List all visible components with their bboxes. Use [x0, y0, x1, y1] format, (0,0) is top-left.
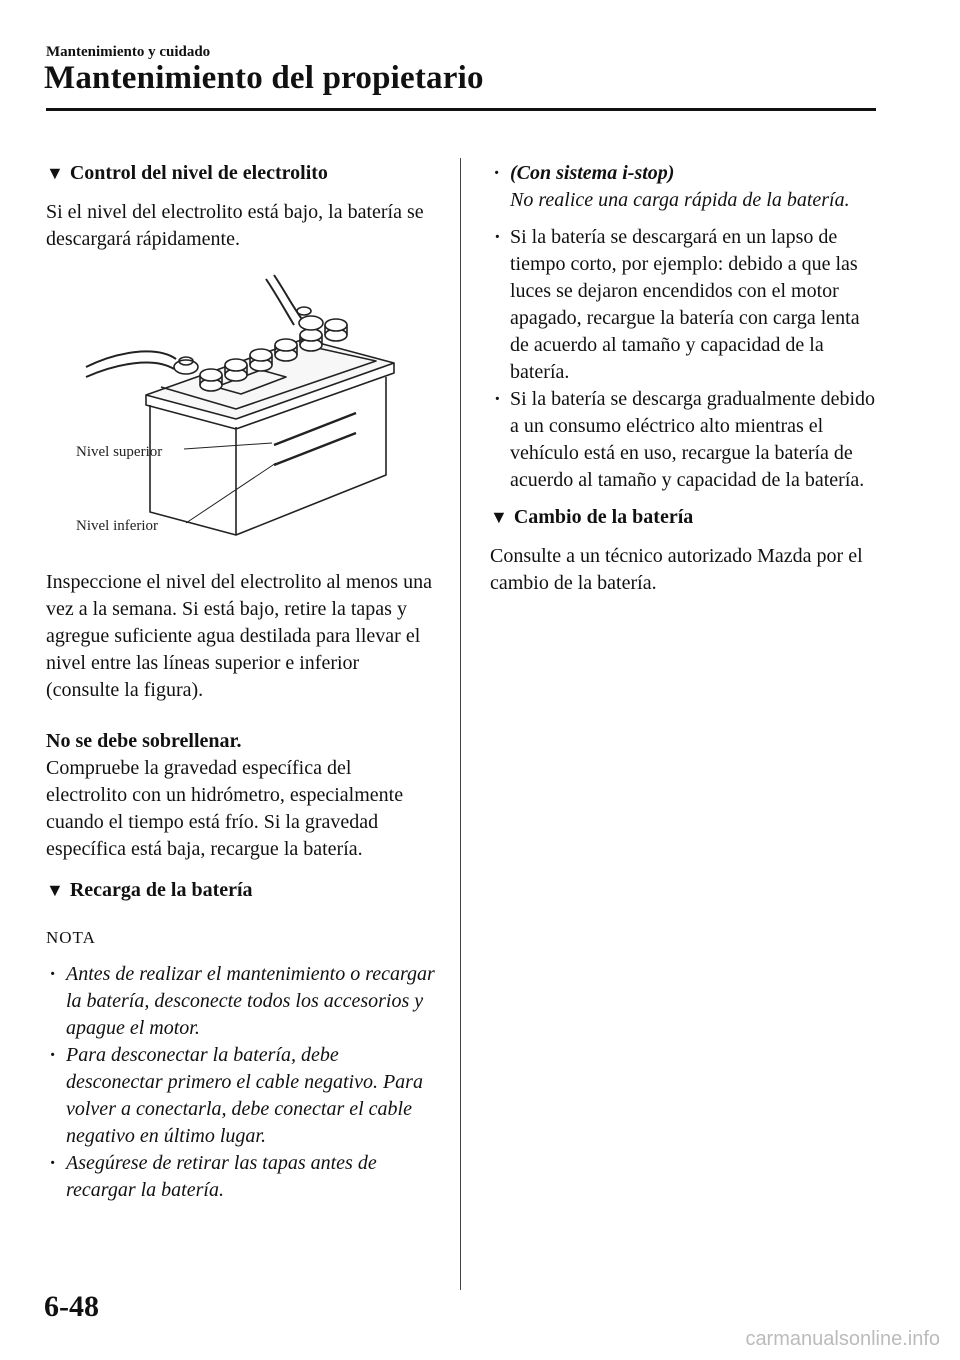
paragraph: Consulte a un técnico autorizado Mazda por el cambio de la batería.: [490, 545, 863, 594]
list-item-text: Para desconectar la batería, debe desconectar primero el cable negativo. Para volver a conectarla, debe conectar el cable negativo en último lugar.: [66, 1044, 423, 1147]
paragraph: Inspeccione el nivel del electrolito al menos una vez a la semana. Si está bajo, retire la tapas y agregue suficiente agua destilada para llevar el nivel entre las líneas superior e inferior (consulte la figura).: [46, 571, 432, 701]
list-item-text: Antes de realizar el mantenimiento o recargar la batería, desconecte todos los accesorios y apague el motor.: [66, 963, 435, 1039]
left-column: [46, 160, 436, 1204]
list-item: [46, 1042, 436, 1150]
column-divider: [460, 158, 461, 1290]
bullet-dot-icon: ·: [494, 388, 501, 410]
section-label: Mantenimiento y cuidado: [46, 44, 211, 60]
warning-bold: No se debe sobrellenar.: [46, 730, 242, 752]
paragraph: Compruebe la gravedad específica del electrolito con un hidrómetro, especialmente cuando el tiempo está frío. Si la gravedad específica está baja, recargue la batería.: [46, 757, 404, 860]
right-column: [490, 160, 880, 611]
bullet-dot-icon: ·: [494, 226, 501, 248]
list-item: [490, 386, 880, 494]
bullet-dot-icon: ·: [50, 1152, 55, 1174]
label-lower-level: Nivel inferior: [76, 518, 159, 534]
heading-text: Control del nivel de electrolito: [69, 162, 328, 184]
istop-title: (Con sistema i-stop): [510, 162, 675, 184]
list-item: [46, 961, 436, 1042]
heading-text: Cambio de la batería: [513, 506, 694, 528]
section-heading-electrolyte: [46, 160, 436, 187]
down-triangle-icon: ▼: [46, 163, 64, 183]
page-title: Mantenimiento del propietario: [44, 60, 484, 96]
istop-text: No realice una carga rápida de la batería.: [510, 189, 850, 211]
recharge-bullets: [490, 224, 880, 494]
heading-text: Recarga de la batería: [69, 879, 253, 901]
page-number: 6-48: [44, 1290, 99, 1323]
list-item-text: Si la batería se descargará en un lapso de tiempo corto, por ejemplo: debido a que las luces se dejaron encendidos con el motor apagado, recargue la batería con carga lenta de acuerdo al tamaño y capacidad de la batería.: [510, 226, 860, 383]
paragraph: Si el nivel del electrolito está bajo, la batería se descargará rápidamente.: [46, 201, 424, 250]
down-triangle-icon: ▼: [46, 880, 64, 900]
note-label: NOTA: [46, 928, 96, 947]
note-list: [46, 961, 436, 1204]
section-heading-replace: [490, 504, 880, 531]
bullet-dot-icon: ·: [50, 1044, 55, 1066]
header-divider: [46, 108, 876, 111]
bullet-dot-icon: ·: [50, 963, 55, 985]
label-upper-level: Nivel superior: [76, 444, 163, 460]
down-triangle-icon: ▼: [490, 507, 508, 527]
section-heading-recharge: [46, 877, 436, 904]
list-item-text: Asegúrese de retirar las tapas antes de recargar la batería.: [66, 1152, 377, 1201]
watermark: carmanualsonline.info: [745, 1328, 940, 1350]
note-list-istop: [490, 160, 880, 214]
list-item: [46, 1150, 436, 1204]
list-item: [490, 224, 880, 386]
bullet-dot-icon: ·: [494, 162, 499, 184]
list-item: [490, 160, 880, 214]
list-item-text: Si la batería se descarga gradualmente debido a un consumo eléctrico alto mientras el vehículo está en uso, recargue la batería de acuerdo al tamaño y capacidad de la batería.: [510, 388, 876, 491]
battery-figure: [46, 267, 436, 557]
